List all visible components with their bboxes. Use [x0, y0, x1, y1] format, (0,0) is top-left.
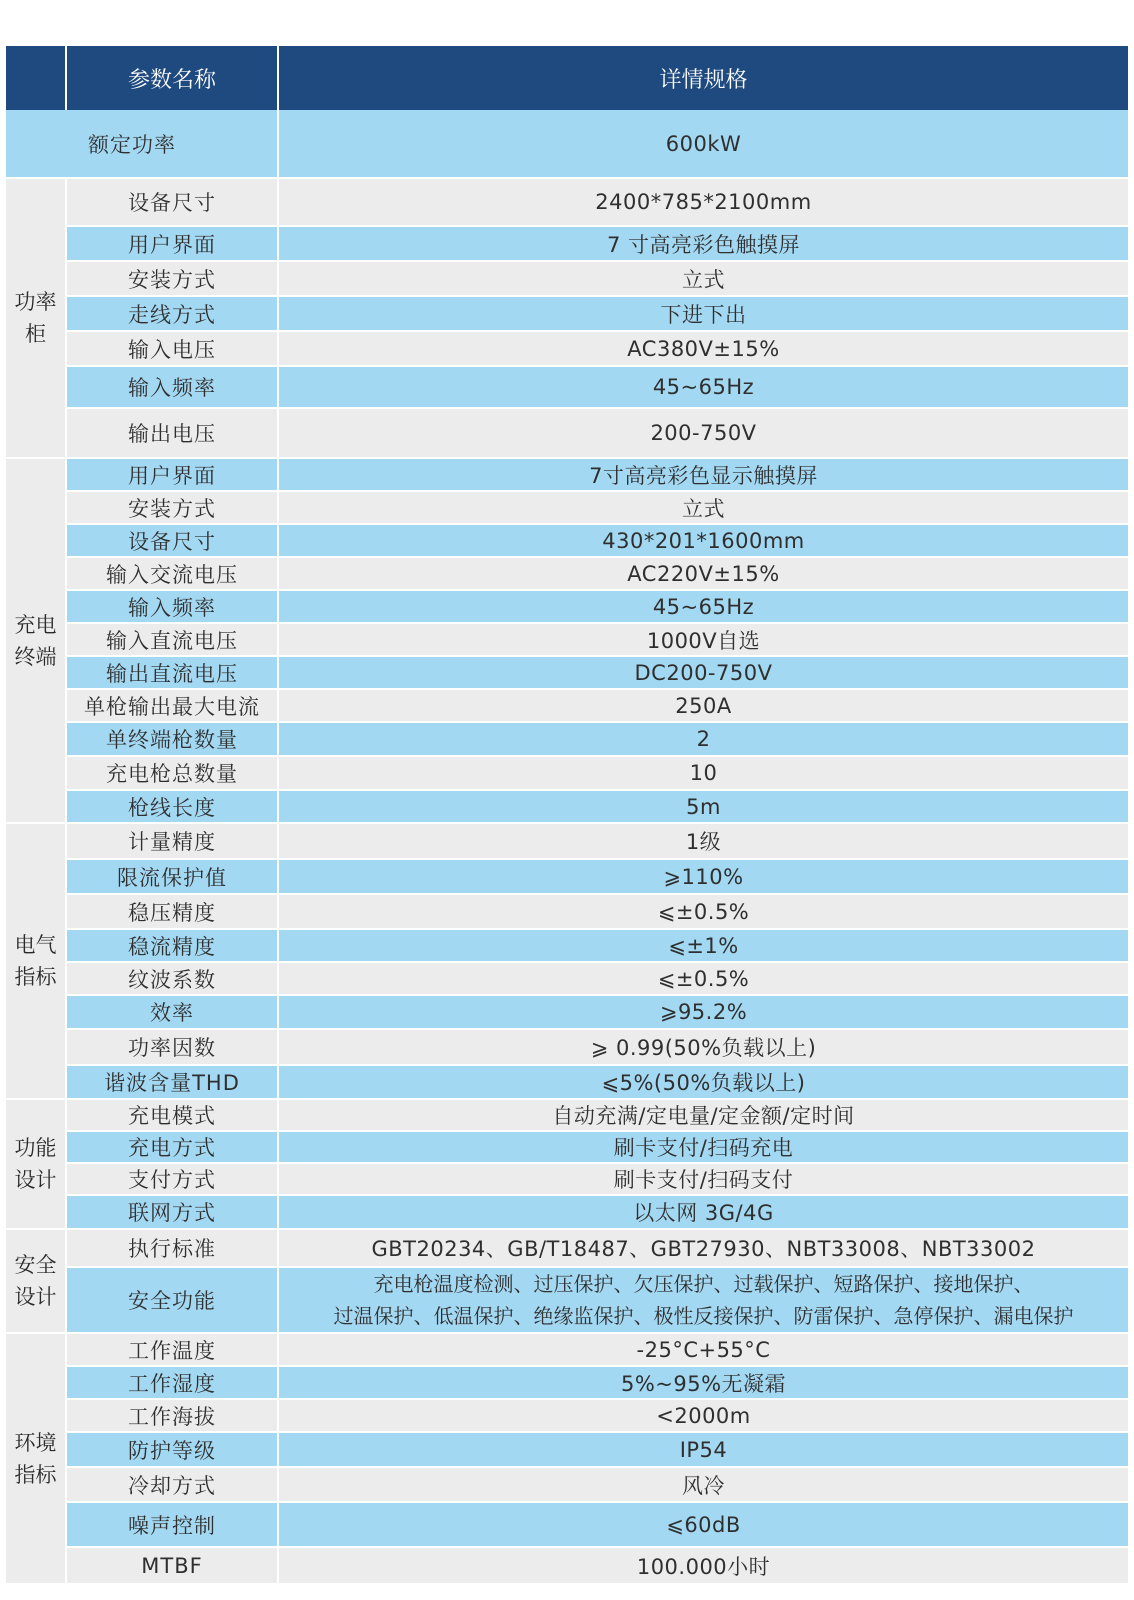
param-value: ⩾ 0.99(50%负载以上)	[278, 1029, 1128, 1065]
param-name: 充电模式	[66, 1099, 278, 1131]
param-name: 谐波含量THD	[66, 1065, 278, 1099]
table-row	[6, 1195, 1128, 1229]
param-value: ⩽60dB	[278, 1502, 1128, 1547]
table-row	[6, 1163, 1128, 1195]
table-row	[6, 689, 1128, 722]
table-row	[6, 1333, 1128, 1366]
category-label-line: 安全	[14, 1253, 57, 1277]
param-value: 5%~95%无凝霜	[278, 1366, 1128, 1399]
param-value-line: 充电枪温度检测、过压保护、欠压保护、过载保护、短路保护、接地保护、	[373, 1272, 1034, 1296]
param-name: 输入直流电压	[66, 623, 278, 656]
header-corner	[6, 46, 66, 110]
param-name: 纹波系数	[66, 962, 278, 995]
param-name: 噪声控制	[66, 1502, 278, 1547]
param-name: 稳压精度	[66, 894, 278, 929]
param-value: 下进下出	[278, 296, 1128, 331]
table-row	[6, 1547, 1128, 1584]
param-value: 7 寸高亮彩色触摸屏	[278, 226, 1128, 261]
param-value: 立式	[278, 491, 1128, 524]
param-value: 风冷	[278, 1467, 1128, 1502]
param-value: ⩽±0.5%	[278, 894, 1128, 929]
param-name: 稳流精度	[66, 929, 278, 962]
param-name: 工作湿度	[66, 1366, 278, 1399]
param-name: 用户界面	[66, 458, 278, 491]
category-label-line: 终端	[14, 644, 57, 669]
category-label	[6, 178, 66, 458]
param-name: 安装方式	[66, 261, 278, 296]
category-label-line: 环境	[14, 1430, 57, 1455]
param-value: 7寸高亮彩色显示触摸屏	[278, 458, 1128, 491]
category-label	[6, 823, 66, 1099]
param-name: 冷却方式	[66, 1467, 278, 1502]
param-name: 输出电压	[66, 408, 278, 458]
table-row	[6, 261, 1128, 296]
param-name: 枪线长度	[66, 790, 278, 823]
param-name: MTBF	[66, 1547, 278, 1584]
param-name: 输入频率	[66, 366, 278, 408]
table-row	[6, 656, 1128, 689]
param-value: ⩽±1%	[278, 929, 1128, 962]
param-value: 2400*785*2100mm	[278, 178, 1128, 226]
param-name: 用户界面	[66, 226, 278, 261]
param-value: 100.000小时	[278, 1547, 1128, 1584]
table-row	[6, 1099, 1128, 1131]
category-label-line: 设计	[14, 1285, 57, 1309]
table-row	[6, 557, 1128, 590]
param-value: 刷卡支付/扫码支付	[278, 1163, 1128, 1195]
table-row	[6, 1065, 1128, 1099]
table-row	[6, 1399, 1128, 1432]
category-label	[6, 1229, 66, 1333]
param-name: 防护等级	[66, 1432, 278, 1467]
table-row	[6, 226, 1128, 261]
param-name: 效率	[66, 995, 278, 1029]
table-row	[6, 995, 1128, 1029]
table-row	[6, 1267, 1128, 1333]
param-value: 5m	[278, 790, 1128, 823]
category-label	[6, 458, 66, 823]
table-row	[6, 1502, 1128, 1547]
table-row	[6, 590, 1128, 623]
param-name: 输入电压	[66, 331, 278, 366]
table-header	[6, 46, 1128, 110]
param-name: 走线方式	[66, 296, 278, 331]
table-row	[6, 296, 1128, 331]
param-value: 45~65Hz	[278, 366, 1128, 408]
param-value: IP54	[278, 1432, 1128, 1467]
param-name: 输出直流电压	[66, 656, 278, 689]
header-param-name: 参数名称	[66, 46, 278, 110]
param-value: 430*201*1600mm	[278, 524, 1128, 557]
param-name: 安装方式	[66, 491, 278, 524]
table-row	[6, 1432, 1128, 1467]
param-name: 支付方式	[66, 1163, 278, 1195]
param-value: 250A	[278, 689, 1128, 722]
param-value: DC200-750V	[278, 656, 1128, 689]
param-name: 工作海拔	[66, 1399, 278, 1432]
table-row	[6, 524, 1128, 557]
param-value: AC220V±15%	[278, 557, 1128, 590]
param-value: ⩾95.2%	[278, 995, 1128, 1029]
param-value: ⩾110%	[278, 859, 1128, 894]
category-label-line: 指标	[14, 965, 57, 989]
table-row	[6, 408, 1128, 458]
rated-power-row	[6, 110, 1128, 178]
param-value: 10	[278, 756, 1128, 790]
param-value: 45~65Hz	[278, 590, 1128, 623]
param-value: 立式	[278, 261, 1128, 296]
table-row	[6, 790, 1128, 823]
param-value-line: 过温保护、低温保护、绝缘监保护、极性反接保护、防雷保护、急停保护、漏电保护	[333, 1304, 1074, 1328]
table-body	[6, 110, 1128, 1584]
param-name: 执行标准	[66, 1229, 278, 1267]
param-name: 工作温度	[66, 1333, 278, 1366]
category-label	[6, 1333, 66, 1584]
category-label	[6, 1099, 66, 1229]
param-value: GBT20234、GB/T18487、GBT27930、NBT33008、NBT33002	[278, 1229, 1128, 1267]
table-row	[6, 722, 1128, 756]
param-value: 自动充满/定电量/定金额/定时间	[278, 1099, 1128, 1131]
param-name: 单枪输出最大电流	[66, 689, 278, 722]
param-name: 限流保护值	[66, 859, 278, 894]
param-value: ⩽5%(50%负载以上)	[278, 1065, 1128, 1099]
table-row	[6, 1366, 1128, 1399]
param-value: <2000m	[278, 1399, 1128, 1432]
param-name: 输入频率	[66, 590, 278, 623]
table-row	[6, 491, 1128, 524]
category-label-line: 功率	[14, 290, 57, 314]
param-name: 输入交流电压	[66, 557, 278, 590]
param-value: 2	[278, 722, 1128, 756]
category-label-line: 指标	[14, 1462, 57, 1487]
param-value: 1级	[278, 823, 1128, 859]
param-name: 充电方式	[66, 1131, 278, 1163]
table-row	[6, 458, 1128, 491]
param-value: -25°C+55°C	[278, 1333, 1128, 1366]
param-value: 刷卡支付/扫码充电	[278, 1131, 1128, 1163]
param-value: AC380V±15%	[278, 331, 1128, 366]
param-name: 功率因数	[66, 1029, 278, 1065]
param-name: 充电枪总数量	[66, 756, 278, 790]
param-value: 以太网 3G/4G	[278, 1195, 1128, 1229]
category-label-line: 设计	[14, 1168, 57, 1192]
table-row	[6, 929, 1128, 962]
param-value: 1000V自选	[278, 623, 1128, 656]
table-row	[6, 894, 1128, 929]
param-name: 安全功能	[66, 1267, 278, 1333]
table-row	[6, 962, 1128, 995]
category-label-line: 柜	[25, 322, 46, 346]
param-name: 单终端枪数量	[66, 722, 278, 756]
param-value	[278, 1267, 1128, 1333]
table-row	[6, 366, 1128, 408]
table-row	[6, 623, 1128, 656]
param-name: 联网方式	[66, 1195, 278, 1229]
table-row	[6, 331, 1128, 366]
spec-table	[6, 46, 1128, 1585]
param-name: 额定功率	[6, 110, 278, 178]
table-row	[6, 1229, 1128, 1267]
param-value: 200-750V	[278, 408, 1128, 458]
table-row	[6, 1467, 1128, 1502]
header-detail-spec: 详情规格	[278, 46, 1128, 110]
param-name: 设备尺寸	[66, 524, 278, 557]
param-value: ⩽±0.5%	[278, 962, 1128, 995]
category-label-line: 电气	[14, 933, 57, 957]
table-row	[6, 823, 1128, 859]
table-row	[6, 756, 1128, 790]
param-value: 600kW	[278, 110, 1128, 178]
param-name: 设备尺寸	[66, 178, 278, 226]
param-name: 计量精度	[66, 823, 278, 859]
table-row	[6, 859, 1128, 894]
category-label-line: 功能	[14, 1136, 57, 1160]
category-label-line: 充电	[14, 612, 57, 637]
table-row	[6, 178, 1128, 226]
table-row	[6, 1029, 1128, 1065]
table-row	[6, 1131, 1128, 1163]
